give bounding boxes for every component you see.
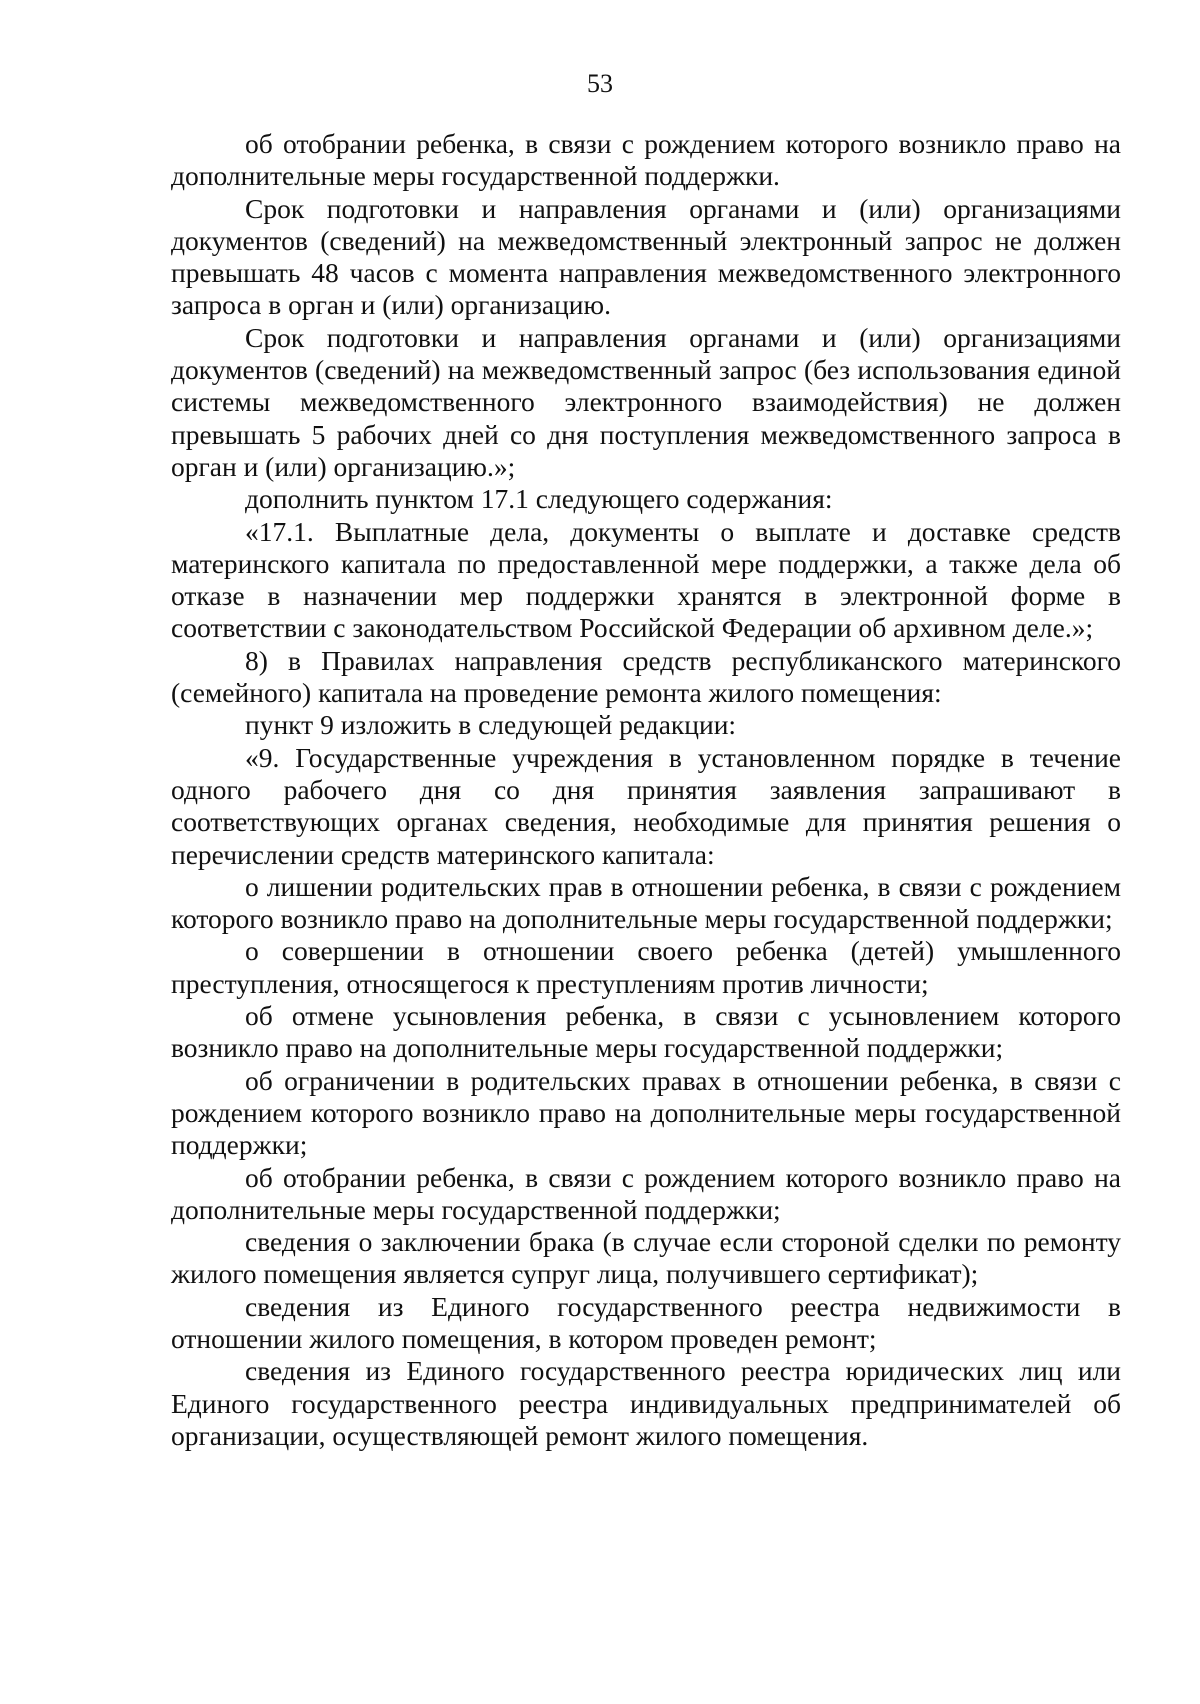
paragraph: «17.1. Выплатные дела, документы о выплате и доставке средств материнского капитала по предоставленной мере поддержки, а также дела об отказе в назначении мер поддержки хранятся в электронной форме в соответствии с законодательством Российской Федерации об архивном деле.»; — [171, 515, 1121, 644]
paragraph: дополнить пунктом 17.1 следующего содержания: — [245, 483, 833, 515]
paragraph: сведения о заключении брака (в случае если стороной сделки по ремонту жилого помещения является супруг лица, получившего сертификат); — [171, 1226, 1121, 1290]
paragraph: 8) в Правилах направления средств республиканского материнского (семейного) капитала на проведение ремонта жилого помещения: — [171, 644, 1121, 709]
paragraph: об ограничении в родительских правах в отношении ребенка, в связи с рождением которого возникло право на дополнительные меры государственной поддержки; — [171, 1064, 1121, 1161]
paragraph: о совершении в отношении своего ребенка (детей) умышленного преступления, относящегося к преступлениям против личности; — [171, 935, 1121, 999]
paragraph: Срок подготовки и направления органами и (или) организациями документов (сведений) на межведомственный запрос (без использования единой системы межведомственного электронного взаимодействия) не должен превышать 5 рабочих дней со дня поступления межведомственного запроса в орган и (или) организацию.»; — [171, 321, 1121, 482]
paragraph: об отобрании ребенка, в связи с рождением которого возникло право на дополнительные меры государственной поддержки. — [171, 128, 1121, 192]
paragraph: Срок подготовки и направления органами и (или) организациями документов (сведений) на межведомственный электронный запрос не должен превышать 48 часов с момента направления межведомственного электронного запроса в орган и (или) организацию. — [171, 192, 1121, 321]
paragraph: о лишении родительских прав в отношении ребенка, в связи с рождением которого возникло право на дополнительные меры государственной поддержки; — [171, 870, 1121, 935]
paragraph: «9. Государственные учреждения в установленном порядке в течение одного рабочего дня со дня принятия заявления запрашивают в соответствующих органах сведения, необходимые для принятия решения о перечислении средств материнского капитала: — [171, 741, 1121, 870]
document-body — [171, 128, 1121, 1452]
page-number: 53 — [587, 69, 613, 98]
paragraph: сведения из Единого государственного реестра юридических лиц или Единого государственного реестра индивидуальных предпринимателей об организации, осуществляющей ремонт жилого помещения. — [171, 1355, 1121, 1451]
paragraph: об отобрании ребенка, в связи с рождением которого возникло право на дополнительные меры государственной поддержки; — [171, 1161, 1121, 1225]
paragraph: пункт 9 изложить в следующей редакции: — [245, 709, 737, 741]
paragraph: об отмене усыновления ребенка, в связи с усыновлением которого возникло право на дополнительные меры государственной поддержки; — [171, 1000, 1121, 1064]
paragraph: сведения из Единого государственного реестра недвижимости в отношении жилого помещения, в котором проведен ремонт; — [171, 1290, 1121, 1354]
